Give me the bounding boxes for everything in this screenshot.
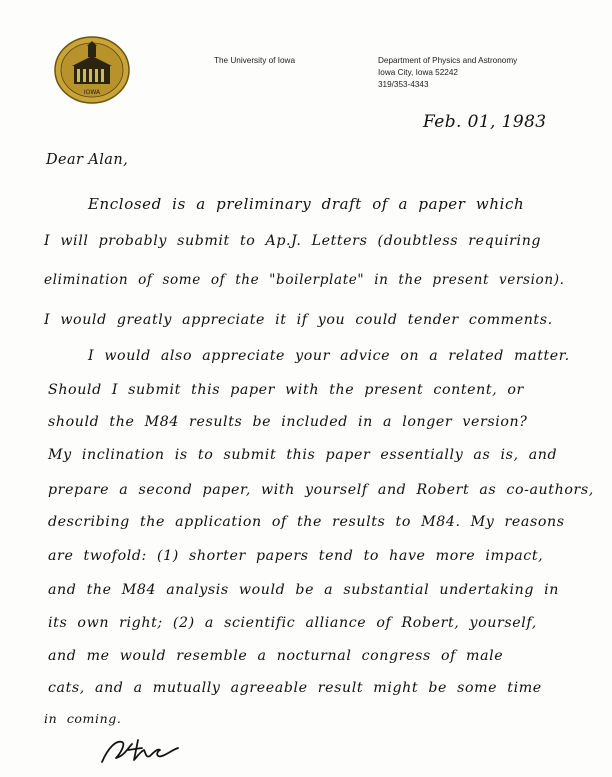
university-name: The University of Iowa — [214, 56, 295, 65]
department-address — [378, 55, 517, 91]
svg-text:IOWA: IOWA — [83, 89, 101, 96]
body-line: I will probably submit to Ap.J. Letters (doubtless requiring — [44, 233, 542, 249]
body-line: its own right; (2) a scientific alliance of Robert, yourself, — [48, 615, 537, 631]
handwritten-signature — [98, 728, 180, 768]
body-line: I would also appreciate your advice on a related matter. — [88, 348, 570, 364]
body-line: Should I submit this paper with the present content, or — [48, 382, 524, 398]
body-line: Enclosed is a preliminary draft of a paper which — [88, 195, 525, 213]
body-line: describing the application of the results to M84. My reasons — [48, 514, 565, 530]
department-name: Department of Physics and Astronomy — [378, 56, 518, 65]
body-line: and the M84 analysis would be a substantial undertaking in — [48, 582, 560, 598]
body-line: and me would resemble a nocturnal congress of male — [48, 648, 504, 664]
body-line: should the M84 results be included in a longer version? — [48, 414, 528, 430]
body-line: prepare a second paper, with yourself and Robert as co-authors, — [48, 482, 594, 498]
body-line: in coming. — [44, 711, 122, 726]
body-line: I would greatly appreciate it if you could tender comments. — [44, 312, 553, 328]
body-line: are twofold: (1) shorter papers tend to have more impact, — [48, 548, 544, 564]
body-line: cats, and a mutually agreeable result might be some time — [48, 680, 542, 696]
department-city: Iowa City, Iowa 52242 — [378, 68, 458, 77]
department-phone: 319/353-4343 — [378, 80, 429, 89]
body-line: elimination of some of the "boilerplate" in the present version). — [44, 272, 565, 288]
letter-date: Feb. 01, 1983 — [423, 112, 547, 132]
university-seal-logo — [54, 36, 130, 104]
body-line: My inclination is to submit this paper essentially as is, and — [48, 447, 558, 463]
salutation: Dear Alan, — [46, 152, 129, 168]
